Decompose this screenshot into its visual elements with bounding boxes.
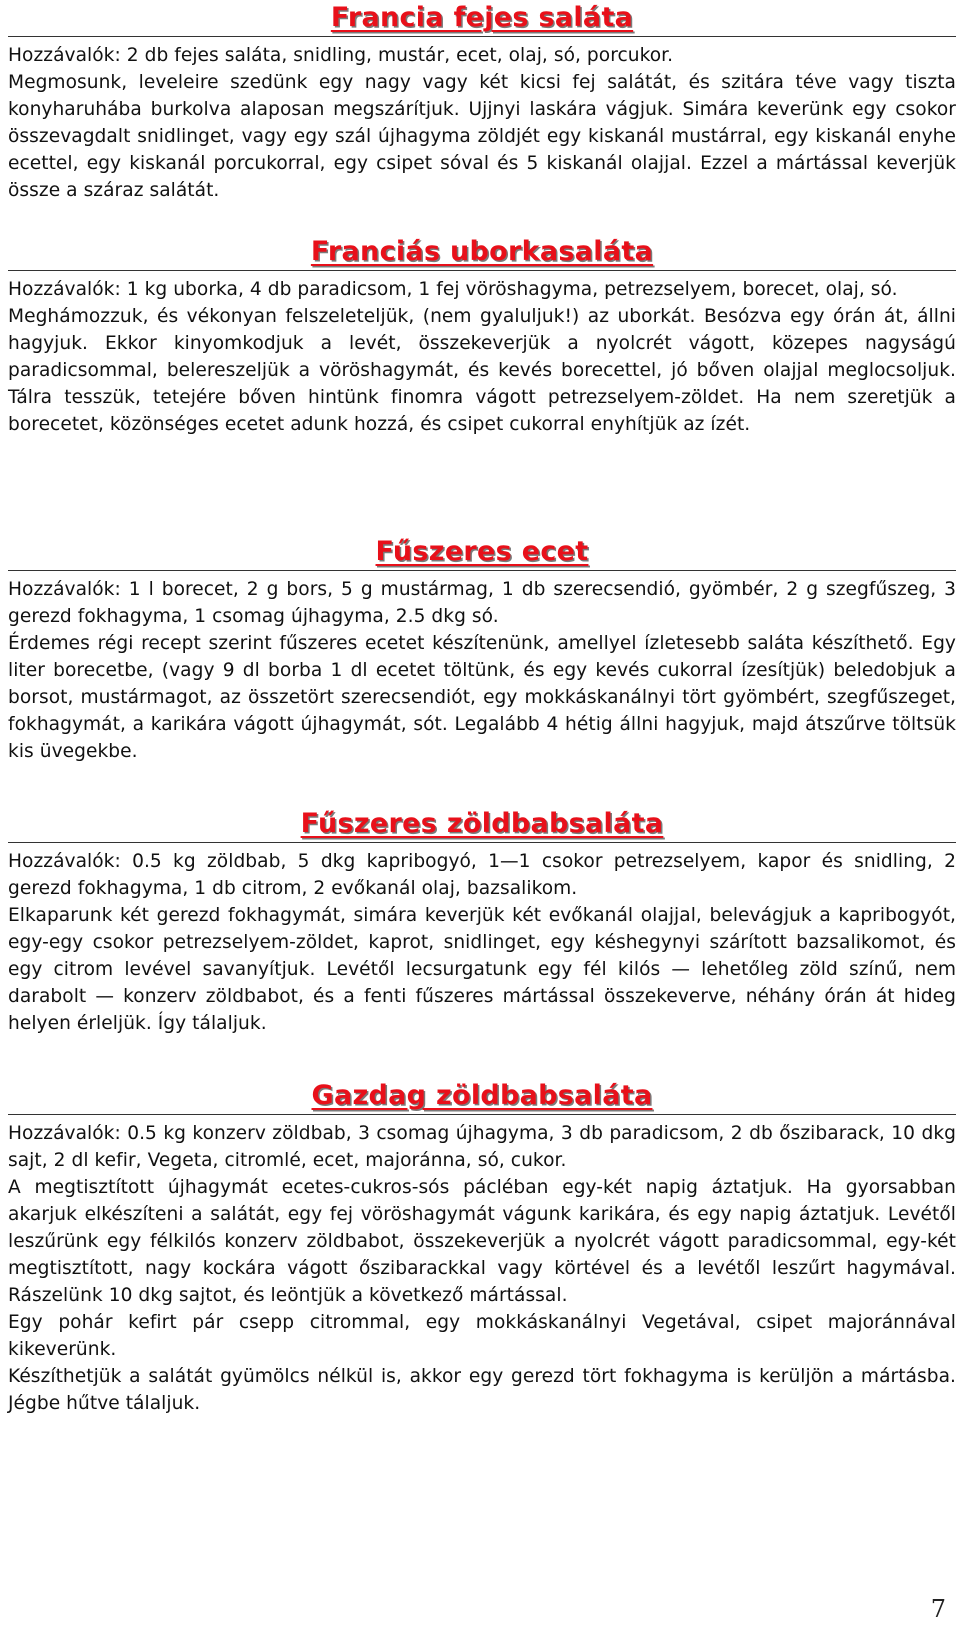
- recipe-francias-uborkasalata: [8, 234, 956, 438]
- recipe-fuszeres-zoldbabsalata: [8, 806, 956, 1037]
- instructions-paragraph: Egy pohár kefirt pár csepp citrommal, egy mokkáskanálnyi Vegetával, csipet majoránnával kikeverünk.: [8, 1312, 956, 1360]
- recipe-title: Fűszeres zöldbabsaláta: [300, 808, 664, 839]
- recipe-title: Francia fejes saláta: [330, 2, 634, 33]
- instructions-paragraph: A megtisztított újhagymát ecetes-cukros-sós pácléban egy-két napig áztatjuk. Ha gyorsabban akarjuk elkészíteni a salátát, egy fej vöröshagymát vágunk karikára, és egy napig áztatjuk. Levétől leszűrünk egy félkilós konzerv zöldbabot, összekeverjük a nyolcrét vágott paradicsommal, egy-két megtisztított, nagy kockára vágott őszibarackkal vagy körtével és a levétől leszűrt hagymával. Rászelünk 10 dkg sajtot, és leöntjük a következő mártással.: [8, 1177, 956, 1306]
- recipe-title-bar: [8, 1078, 956, 1115]
- recipe-title: Franciás uborkasaláta: [310, 236, 654, 267]
- instructions-paragraph: Készíthetjük a salátát gyümölcs nélkül is, akkor egy gerezd tört fokhagyma is kerüljön a mártásba. Jégbe hűtve tálaljuk.: [8, 1366, 956, 1414]
- recipe-body: [8, 1120, 956, 1417]
- instructions-paragraph: Megmosunk, leveleire szedünk egy nagy vagy két kicsi fej salátát, és szitára téve vagy tiszta konyharuhába burkolva alaposan megszárítjuk. Ujjnyi laskára vágjuk. Simára keverünk egy csokor összevagdalt snidlinget, vagy egy szál újhagyma zöldjét egy kiskanál mustárral, egy kiskanál enyhe ecettel, egy kiskanál porcukorral, egy csipet sóval és 5 kiskanál olajjal. Ezzel a mártással keverjük össze a száraz salátát.: [8, 72, 956, 201]
- recipe-title: Fűszeres ecet: [375, 536, 589, 567]
- recipe-body: [8, 576, 956, 765]
- instructions-paragraph: Elkaparunk két gerezd fokhagymát, simára keverjük két evőkanál olajjal, belevágjuk a kapribogyót, egy-egy csokor petrezselyem-zöldet, kaprot, snidlinget, egy késhegynyi szárított bazsalikomot, és egy citrom levével savanyítjuk. Levétől lecsurgatunk egy fél kilós — lehetőleg zöld színű, nem darabolt — konzerv zöldbabot, és a fenti fűszeres mártással összekeverve, néhány órán át hideg helyen érleljük. Így tálaljuk.: [8, 905, 956, 1034]
- ingredients-paragraph: Hozzávalók: 1 kg uborka, 4 db paradicsom, 1 fej vöröshagyma, petrezselyem, borecet, olaj, só.: [8, 279, 898, 300]
- recipe-title: Gazdag zöldbabsaláta: [311, 1080, 653, 1111]
- recipe-gazdag-zoldbabsalata: [8, 1078, 956, 1417]
- recipe-body: [8, 276, 956, 438]
- ingredients-paragraph: Hozzávalók: 1 l borecet, 2 g bors, 5 g mustármag, 1 db szerecsendió, gyömbér, 2 g szegfűszeg, 3 gerezd fokhagyma, 1 csomag újhagyma, 2.5 dkg só.: [8, 579, 956, 627]
- recipe-fuszeres-ecet: [8, 534, 956, 765]
- recipe-francia-fejes-salata: [8, 0, 956, 204]
- ingredients-paragraph: Hozzávalók: 0.5 kg konzerv zöldbab, 3 csomag újhagyma, 3 db paradicsom, 2 db őszibarack, 10 dkg sajt, 2 dl kefir, Vegeta, citromlé, ecet, majoránna, só, cukor.: [8, 1123, 956, 1171]
- recipe-body: [8, 848, 956, 1037]
- instructions-paragraph: Érdemes régi recept szerint fűszeres ecetet készítenünk, amellyel ízletesebb saláta készíthető. Egy liter borecetbe, (vagy 9 dl borba 1 dl ecetet töltünk, és egy kevés cukorral ízesítjük) beledobjuk a borsot, mustármagot, az összetört szerecsendiót, egy mokkáskanálnyi tört gyömbért, szegfűszeget, fokhagymát, a karikára vágott újhagymát, sót. Legalább 4 hétig állni hagyjuk, majd átszűrve töltsük kis üvegekbe.: [8, 633, 956, 762]
- recipe-title-bar: [8, 0, 956, 37]
- recipe-title-bar: [8, 806, 956, 843]
- recipe-title-bar: [8, 534, 956, 571]
- recipe-body: [8, 42, 956, 204]
- recipe-title-bar: [8, 234, 956, 271]
- page-number: 7: [930, 1595, 946, 1623]
- instructions-paragraph: Meghámozzuk, és vékonyan felszeleteljük, (nem gyaluljuk!) az uborkát. Besózva egy órán át, állni hagyjuk. Ekkor kinyomkodjuk a levét, összekeverjük a nyolcrét vágott, közepes nagyságú paradicsommal, belereszeljük a vöröshagymát, és kevés borecettel, jó bőven olajjal meglocsoljuk. Tálra tesszük, tetejére bőven hintünk finomra vágott petrezselyem-zöldet. Ha nem szeretjük a borecetet, közönséges ecetet adunk hozzá, és csipet cukorral enyhítjük az ízét.: [8, 306, 956, 435]
- ingredients-paragraph: Hozzávalók: 2 db fejes saláta, snidling, mustár, ecet, olaj, só, porcukor.: [8, 45, 674, 66]
- ingredients-paragraph: Hozzávalók: 0.5 kg zöldbab, 5 dkg kapribogyó, 1—1 csokor petrezselyem, kapor és snidling, 2 gerezd fokhagyma, 1 db citrom, 2 evőkanál olaj, bazsalikom.: [8, 851, 956, 899]
